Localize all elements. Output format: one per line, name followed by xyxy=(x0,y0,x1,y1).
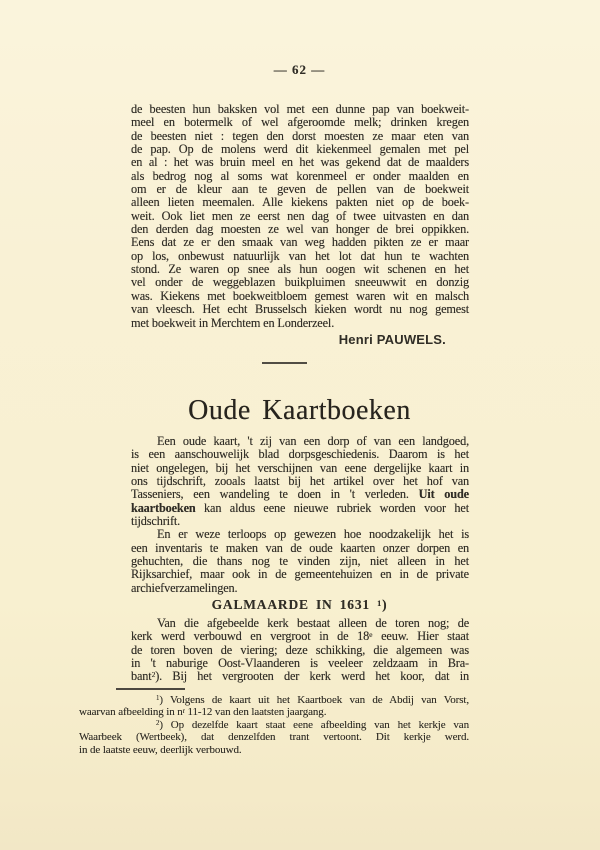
text-line xyxy=(131,670,469,683)
text-line: met boekweit in Merchtem en Londerzeel. xyxy=(131,315,335,330)
text-line: vel onder de weggeblazen buikpluimen sneeuwwit en donzig xyxy=(131,275,469,290)
section-heading xyxy=(131,597,468,613)
text-line: Een oude kaart, 't zij van een dorp of van een landgoed, xyxy=(157,434,469,448)
text-line: Van die afgebeelde kerk bestaat alleen de toren nog; de xyxy=(157,616,469,630)
text-line: om er de kleur aan te geven de pellen van de boekweit xyxy=(131,182,469,197)
text-line: alleen lieten meemalen. Alle kiekens pakten niet op de boek- xyxy=(131,195,469,210)
text-line: Rijksarchief, maar ook in de gemeentehuizen en in de private xyxy=(131,567,469,582)
text-segment: Uit oude xyxy=(418,487,469,502)
text-line: was. Kiekens met boekweitbloem gemest waren wit en malsch xyxy=(131,288,469,303)
text-segment: kerk werd verbouwd en vergroot in de 18 xyxy=(131,629,370,644)
author-signature: Henri PAUWELS. xyxy=(338,332,446,347)
text-line: archiefverzamelingen. xyxy=(131,580,238,595)
text-line: de toren boven de viering; deze schikking, die algemeen was xyxy=(131,642,469,657)
text-line xyxy=(79,719,469,731)
text-line: meel en botermelk of wel afgeroomde melk; drinken kregen xyxy=(131,115,469,130)
text-line: ons tijdschrift, zooals laatst bij het artikel over het hof van xyxy=(131,474,469,489)
article-title: Oude Kaartboeken xyxy=(188,395,411,426)
text-line: Waarbeek (Wertbeek), dat denzelfden trant vertoont. Dit kerkje werd. xyxy=(79,731,469,744)
text-line: de beesten niet : tegen den dorst moesten ze maar eten van xyxy=(131,128,469,143)
text-line xyxy=(79,706,469,718)
text-segment: ) xyxy=(382,597,388,612)
footnote-1 xyxy=(79,694,469,719)
text-line: tijdschrift. xyxy=(131,514,181,529)
text-line xyxy=(131,502,469,515)
text-line xyxy=(79,694,469,706)
text-line: den derden dag moesten ze wel van honger de brei oppikken. xyxy=(131,222,469,237)
section-divider xyxy=(262,362,307,364)
page-number: — 62 — xyxy=(273,62,326,77)
text-segment: ). Bij het vergrooten der kerk werd het koor, dat in xyxy=(155,669,469,684)
text-line: de beesten hun baksken vol met een dunne pap van boekweit- xyxy=(131,102,469,116)
text-segment: bant xyxy=(131,669,152,684)
text-line: en al : het was bruin meel en het was gekend dat de maalders xyxy=(131,155,469,170)
text-line xyxy=(131,488,469,501)
text-segment: ) Volgens de kaart uit het Kaartboek van de Abdij van Vorst, xyxy=(159,694,469,706)
footnote-divider xyxy=(116,688,185,690)
superscript: 1 xyxy=(156,695,160,703)
text-line: in 't naburige Oost-Vlaanderen is veeleer zeldzaam in Bra- xyxy=(131,656,469,671)
superscript: 1 xyxy=(377,598,383,608)
text-segment: waarvan afbeelding in n xyxy=(79,706,183,719)
superscript: 2 xyxy=(151,670,156,680)
text-line: is een aanschouwelijk blad dorpsgeschiedenis. Daarom is het xyxy=(131,447,469,462)
text-line: als bedrog nog al soms wat korenmeel er onder maalden en xyxy=(131,168,469,183)
text-segment: ) Op dezelfde kaart staat eene afbeelding van het kerkje van xyxy=(159,718,469,731)
text-line: En er weze terloops op gewezen hoe noodzakelijk het is xyxy=(157,527,469,542)
text-line: van vleesch. Het echt Brusselsch kieken wordt nu nog gemest xyxy=(131,302,469,317)
paragraph-inventory xyxy=(131,528,469,595)
text-line xyxy=(131,630,469,643)
text-segment: eeuw. Hier staat xyxy=(372,629,469,644)
text-line: op los, onbewust natuurlijk van het lot dat hun te wachten xyxy=(131,248,469,263)
text-line: niet ongelegen, bij het verschijnen van eene dergelijke kaart in xyxy=(131,460,469,475)
text-segment: kaartboeken xyxy=(131,500,196,515)
article-body xyxy=(131,435,469,595)
text-segment: GALMAARDE IN 1631 xyxy=(211,597,378,612)
paragraph-galmaarde xyxy=(131,617,469,684)
superscript: 2 xyxy=(156,720,160,728)
superscript: r xyxy=(182,707,185,715)
footnotes xyxy=(79,694,469,756)
text-segment: kan aldus eene nieuwe rubriek worden voor het xyxy=(195,500,469,515)
text-segment: 11-12 van den laatsten jaargang. xyxy=(184,706,327,719)
paragraph-intro xyxy=(131,435,469,528)
text-line: een inventaris te maken van de oude kaarten onzer dorpen en xyxy=(131,540,469,555)
paragraph-chickens xyxy=(131,103,469,330)
text-line: in de laatste eeuw, deerlijk verbouwd. xyxy=(79,743,242,756)
superscript: e xyxy=(369,630,373,640)
text-line: stond. Ze waren op snee als hun oogen wit schenen en het xyxy=(131,262,469,277)
text-line: weit. Ook liet men ze eerst nen dag of twee uitvasten en dan xyxy=(131,208,469,223)
text-line: gehuchten, die thans nog te vinden zijn, niet alleen in het xyxy=(131,554,469,569)
text-line: de pap. Op de molens werd dit kiekenmeel gemalen met pel xyxy=(131,142,469,157)
text-segment: Tasseniers, een wandeling te doen in 't verleden. xyxy=(131,487,419,502)
footnote-2 xyxy=(79,719,469,756)
text-line: Eens dat ze er den smaak van weg hadden pikten ze er maar xyxy=(131,235,469,250)
